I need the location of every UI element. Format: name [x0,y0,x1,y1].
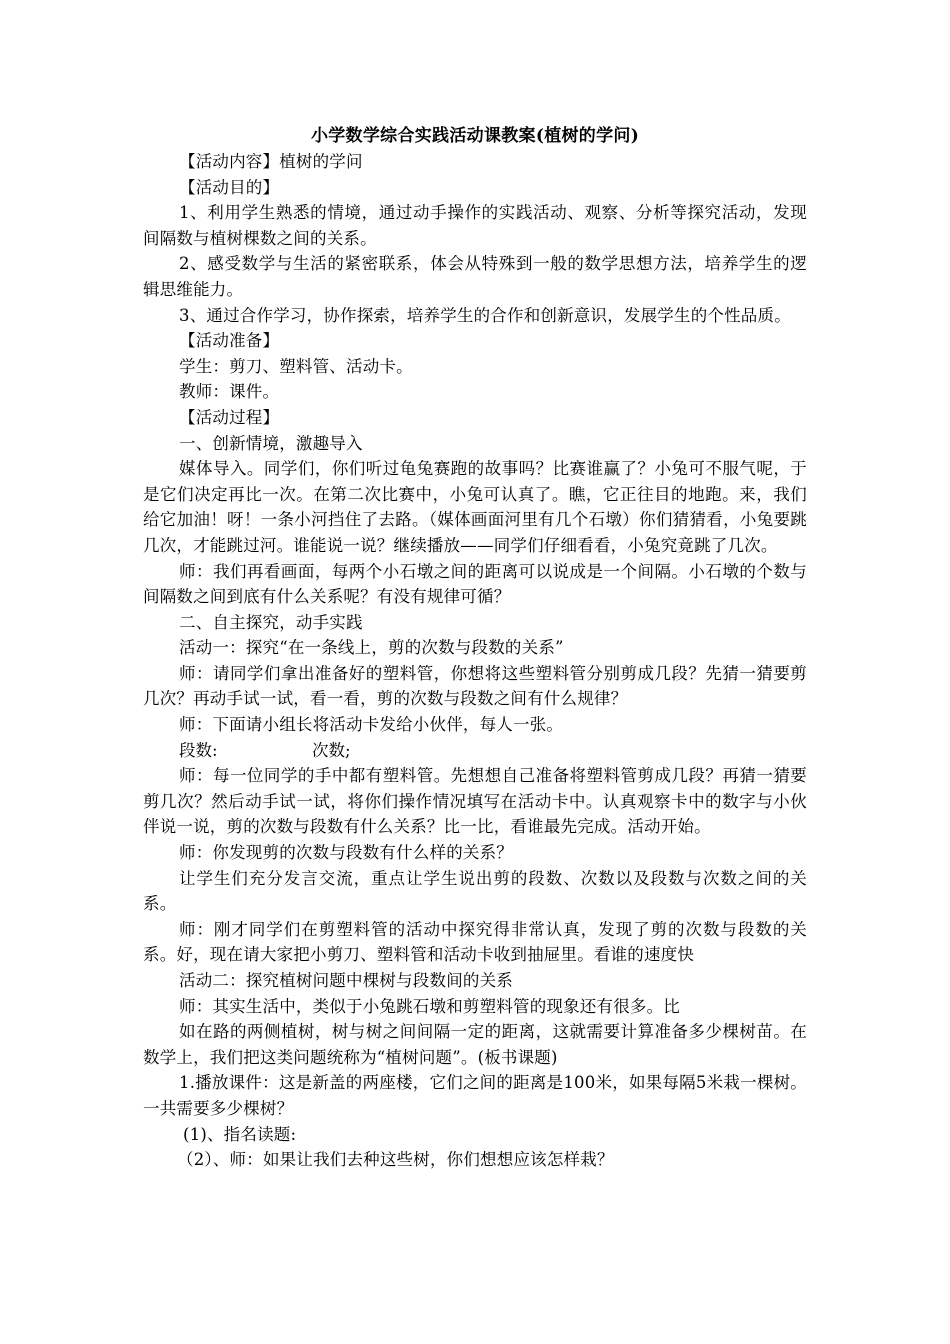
activity-purpose-heading: 【活动目的】 [179,177,280,197]
student-discussion-paragraph: 让学生们充分发言交流，重点让学生说出剪的段数、次数以及段数与次数之间的关系。 [143,868,807,914]
times-label: 次数; [312,740,351,760]
activity-1-heading: 活动一：探究“在一条线上，剪的次数与段数的关系” [179,638,564,658]
activity-card-fields [143,738,807,764]
teacher-cut-pipes-paragraph: 师：请同学们拿出准备好的塑料管，你想将这些塑料管分别剪成几段？先猜一猜要剪几次？再动手试一试，看一看，剪的次数与段数之间有什么规律？ [143,663,807,709]
teacher-life-examples: 师：其实生活中，类似于小兔跳石墩和剪塑料管的现象还有很多。比 [179,996,680,1016]
student-materials: 学生：剪刀、塑料管、活动卡。 [179,356,413,376]
section-2-heading: 二、自主探究，动手实践 [179,612,363,632]
document-title: 小学数学综合实践活动课教案(植树的学问) [310,126,640,146]
teacher-instructions-paragraph: 师：每一位同学的手中都有塑料管。先想想自己准备将塑料管剪成几段？再猜一猜要剪几次？然后动手试一试，将你们操作情况填写在活动卡中。认真观察卡中的数字与小伙伴说一说，剪的次数与段数有什么关系？比一比，看谁最先完成。活动开始。 [143,766,807,837]
document-page [143,123,807,1173]
media-intro-paragraph: 媒体导入。同学们，你们听过龟兔赛跑的故事吗？比赛谁赢了？小兔可不服气呢，于是它们决定再比一次。在第二次比赛中，小兔可认真了。瞧，它正往目的地跑。来，我们给它加油！呀！一条小河挡住了去路。（媒体画面河里有几个石墩）你们猜猜看，小兔要跳几次，才能跳过河。谁能说一说？继续播放——同学们仔细看看，小兔究竟跳了几次。 [143,459,807,555]
step-2-teacher-question: （2）、师：如果让我们去种这些树，你们想想应该怎样栽？ [177,1150,614,1170]
teacher-question-paragraph: 师：你发现剪的次数与段数有什么样的关系？ [179,843,513,863]
activity-preparation-heading: 【活动准备】 [179,331,280,351]
activity-2-heading: 活动二：探究植树问题中棵树与段数间的关系 [179,971,513,990]
teacher-materials: 教师：课件。 [179,382,280,402]
activity-process-heading: 【活动过程】 [179,407,280,427]
segments-label: 段数: [179,740,218,760]
step-1-read-problem: (1)、指名读题: [183,1124,297,1144]
activity-content-heading: 【活动内容】植树的学问 [179,152,363,171]
teacher-hand-out-cards: 师：下面请小组长将活动卡发给小伙伴，每人一张。 [179,715,564,735]
teacher-summary-paragraph: 师：刚才同学们在剪塑料管的活动中探究得非常认真，发现了剪的次数与段数的关系。好，现在请大家把小剪刀、塑料管和活动卡收到抽屉里。看谁的速度快 [143,919,807,965]
tree-planting-problem-paragraph: 如在路的两侧植树，树与树之间间隔一定的距离，这就需要计算准备多少棵树苗。在数学上，我们把这类问题统称为“植树问题”。(板书课题) [143,1022,807,1067]
purpose-item-1: 1、利用学生熟悉的情境，通过动手操作的实践活动、观察、分析等探究活动，发现间隔数与植树棵数之间的关系。 [143,203,807,248]
teacher-interval-paragraph: 师：我们再看画面，每两个小石墩之间的距离可以说成是一个间隔。小石墩的个数与间隔数之间到底有什么关系呢？有没有规律可循？ [143,561,807,607]
courseware-problem-paragraph: 1.播放课件：这是新盖的两座楼，它们之间的距离是100米，如果每隔5米栽一棵树。一共需要多少棵树？ [143,1073,807,1118]
purpose-item-2: 2、感受数学与生活的紧密联系，体会从特殊到一般的数学思想方法，培养学生的逻辑思维能力。 [143,254,807,299]
purpose-item-3: 3、通过合作学习，协作探索，培养学生的合作和创新意识，发展学生的个性品质。 [179,305,791,325]
section-1-heading: 一、创新情境，激趣导入 [179,433,363,453]
